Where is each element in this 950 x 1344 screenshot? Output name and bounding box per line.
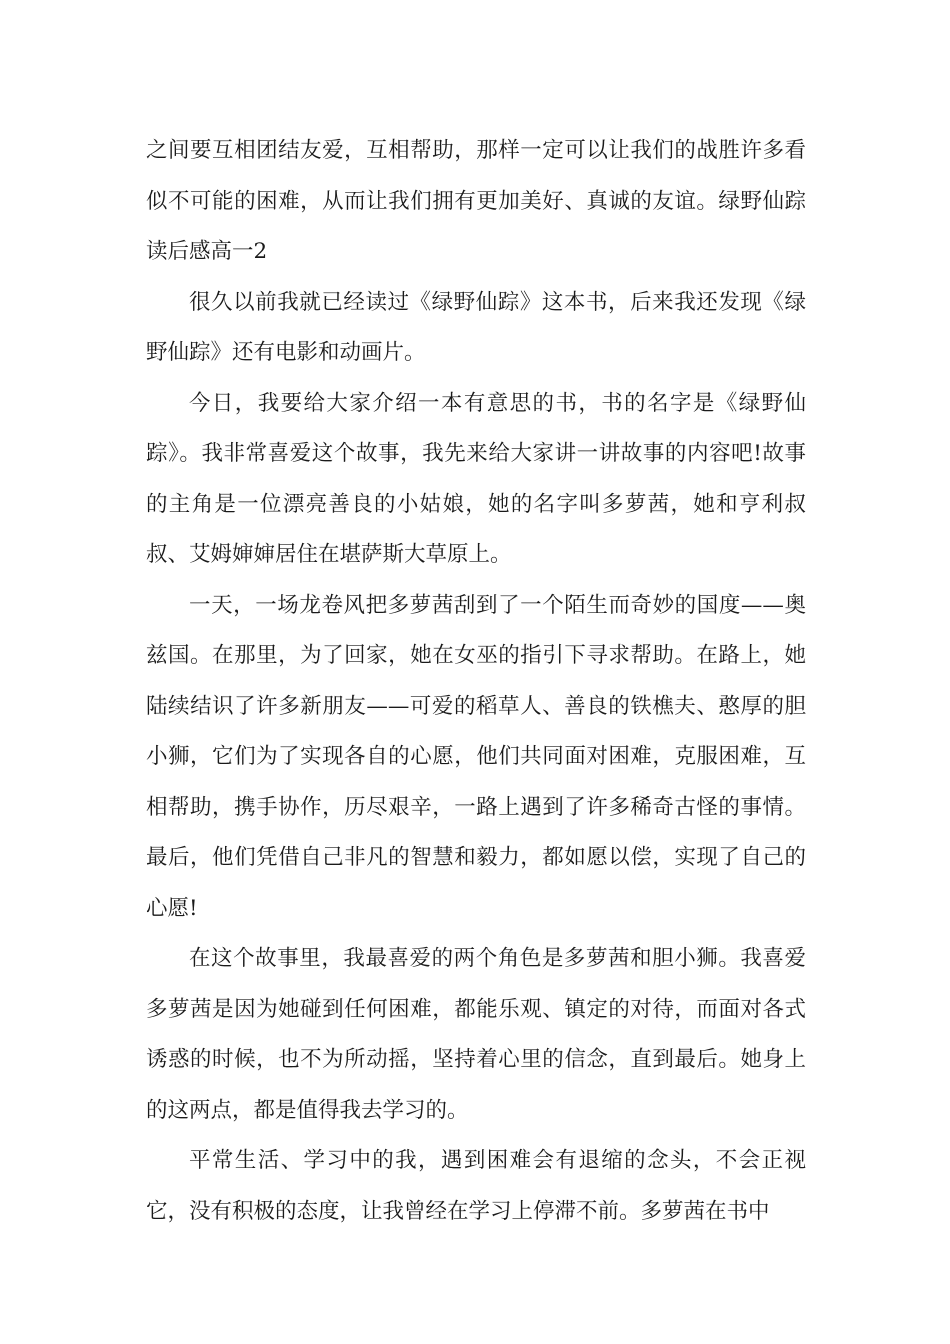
document-body — [146, 126, 806, 1237]
paragraph-5: 在这个故事里，我最喜爱的两个角色是多萝茜和胆小狮。我喜爱多萝茜是因为她碰到任何困难，都能乐观、镇定的对待，而面对各式诱惑的时候，也不为所动摇，坚持着心里的信念，直到最后。她身上的这两点，都是值得我去学习的。 — [146, 946, 806, 1123]
paragraph-3: 今日，我要给大家介绍一本有意思的书，书的名字是《绿野仙踪》。我非常喜爱这个故事，我先来给大家讲一讲故事的内容吧!故事的主角是一位漂亮善良的小姑娘，她的名字叫多萝茜，她和亨利叔叔、艾姆婶婶居住在堪萨斯大草原上。 — [146, 390, 806, 567]
paragraph-4: 一天，一场龙卷风把多萝茜刮到了一个陌生而奇妙的国度——奥兹国。在那里，为了回家，她在女巫的指引下寻求帮助。在路上，她陆续结识了许多新朋友——可爱的稻草人、善良的铁樵夫、憨厚的胆小狮，它们为了实现各自的心愿，他们共同面对困难，克服困难，互相帮助，携手协作，历尽艰辛，一路上遇到了许多稀奇古怪的事情。最后，他们凭借自己非凡的智慧和毅力，都如愿以偿，实现了自己的心愿! — [146, 592, 806, 921]
paragraph-6: 平常生活、学习中的我，遇到困难会有退缩的念头，不会正视它，没有积极的态度，让我曾经在学习上停滞不前。多萝茜在书中 — [146, 1148, 806, 1224]
paragraph-1: 之间要互相团结友爱，互相帮助，那样一定可以让我们的战胜许多看似不可能的困难，从而让我们拥有更加美好、真诚的友谊。绿野仙踪读后感高一2 — [146, 138, 806, 264]
paragraph-2: 很久以前我就已经读过《绿野仙踪》这本书，后来我还发现《绿野仙踪》还有电影和动画片。 — [146, 289, 806, 365]
